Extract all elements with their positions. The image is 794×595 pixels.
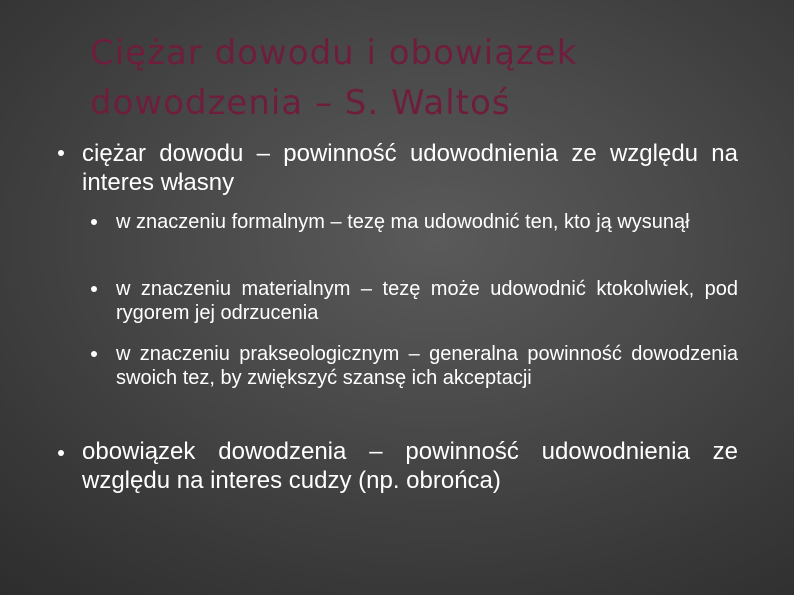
sub-bullet-item [116,277,738,325]
sub-bullet-item [116,210,738,234]
bullet-dot-icon [58,150,64,156]
slide-title: Ciężar dowodu i obowiązek dowodzenia – S. Waltoś [90,33,578,123]
bullet-item [82,437,738,495]
bullet-text: obowiązek dowodzenia – powinność udowodnienia ze względu na interes cudzy (np. obrońca) [82,438,738,494]
bullet-dot-icon [91,286,97,292]
bullet-dot-icon [58,450,64,456]
sub-bullet-item [116,342,738,390]
bullet-dot-icon [91,351,97,357]
bullet-text: ciężar dowodu – powinność udowodnienia ze względu na interes własny [82,140,738,196]
sub-bullet-text: w znaczeniu prakseologicznym – generalna powinność dowodzenia swoich tez, by zwiększyć szansę ich akceptacji [116,343,738,389]
sub-bullet-text: w znaczeniu formalnym – tezę ma udowodnić ten, kto ją wysunął [116,211,690,233]
sub-bullet-text: w znaczeniu materialnym – tezę może udowodnić ktokolwiek, pod rygorem jej odrzucenia [116,278,738,324]
bullet-item [82,139,738,197]
bullet-dot-icon [91,219,97,225]
